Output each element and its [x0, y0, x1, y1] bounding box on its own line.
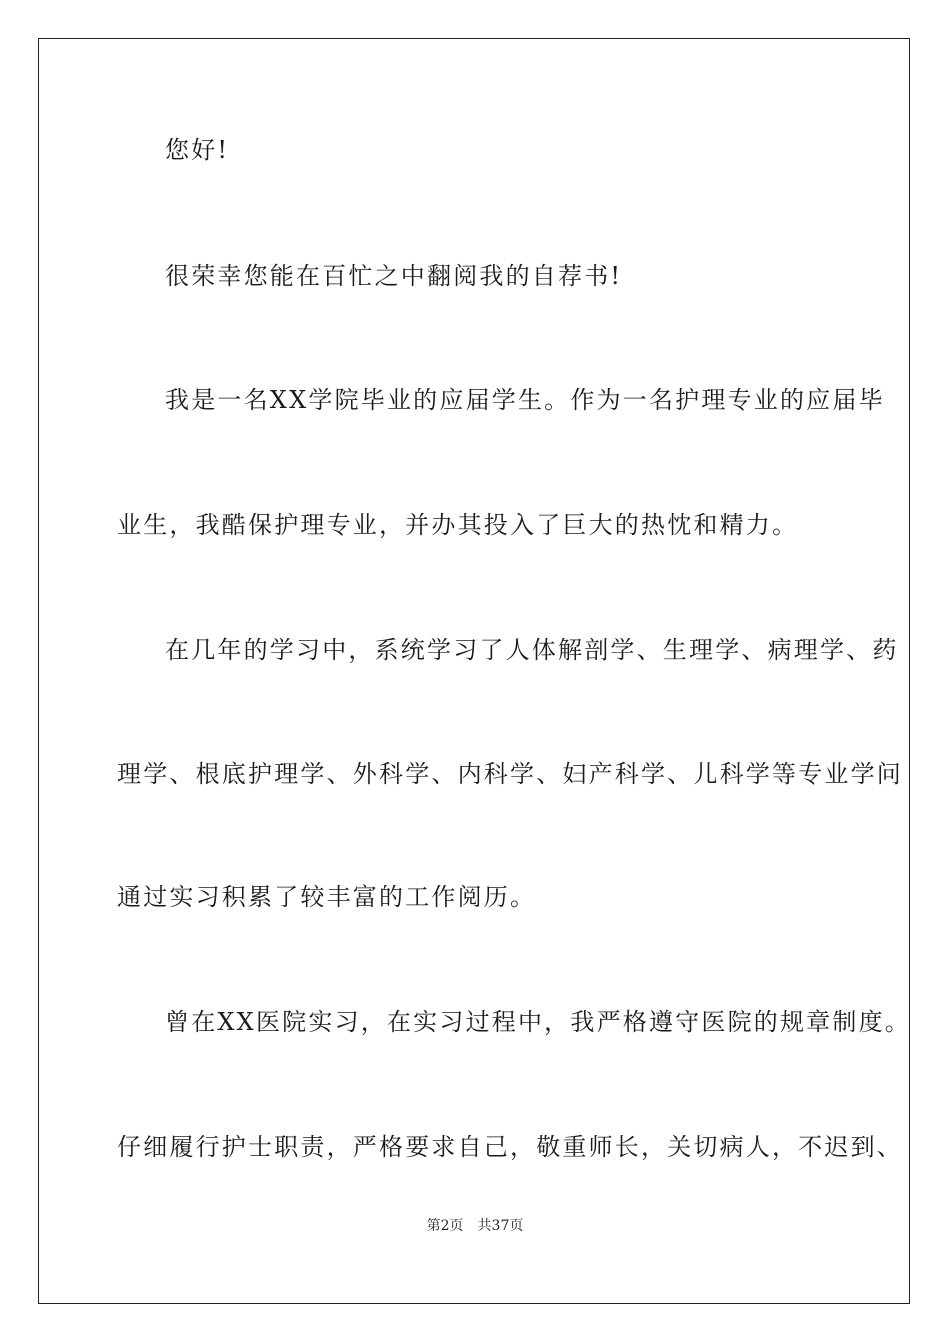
greeting-line: 您好!: [165, 136, 230, 164]
text-line: 理学、根底护理学、外科学、内科学、妇产科学、儿科学等专业学问: [117, 760, 903, 788]
text-line: 很荣幸您能在百忙之中翻阅我的自荐书!: [165, 262, 623, 290]
text-line: 曾在XX医院实习，在实习过程中，我严格遵守医院的规章制度。: [165, 1008, 911, 1036]
page-total: 共37页: [477, 1218, 524, 1234]
text-line: 业生，我酷保护理专业，并办其投入了巨大的热忱和精力。: [117, 511, 799, 539]
text-line: 仔细履行护士职责，严格要求自己，敬重师长，关切病人，不迟到、: [117, 1133, 903, 1161]
page-number: 第2页: [426, 1218, 464, 1234]
text-line: 在几年的学习中，系统学习了人体解剖学、生理学、病理学、药: [165, 636, 899, 664]
page-frame: [38, 38, 910, 1304]
page-footer: [0, 1217, 950, 1235]
text-line: 通过实习积累了较丰富的工作阅历。: [117, 883, 537, 911]
text-line: 我是一名XX学院毕业的应届学生。作为一名护理专业的应届毕: [165, 386, 885, 414]
